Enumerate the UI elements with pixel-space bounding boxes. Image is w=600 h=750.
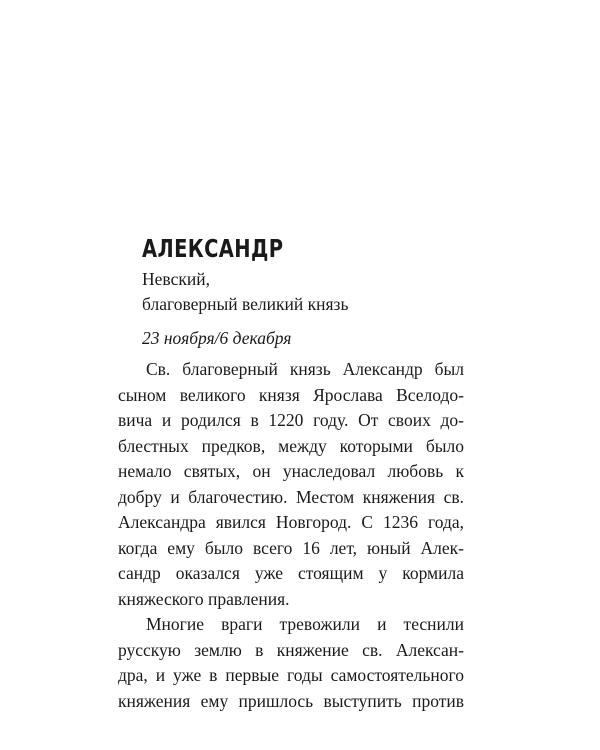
saint-name-title: АЛЕКСАНДР [142, 234, 284, 263]
text-line: Многие враги тревожили и теснили [146, 614, 464, 634]
text-line: добру и благочестию. Местом княжения св. [118, 486, 464, 507]
feast-date: 23 ноября/6 декабря [142, 328, 292, 348]
text-line: блестных предков, между которыми было [118, 435, 464, 456]
text-line: Александра явился Новгород. С 1236 года, [118, 512, 464, 532]
saint-title-line-1: Невский, [142, 269, 210, 289]
text-line: княжения ему пришлось выступить против [118, 690, 464, 711]
saint-title-line-2: благоверный великий князь [142, 294, 349, 314]
text-line: немало святых, он унаследовал любовь к [118, 461, 464, 481]
text-line: дра, и уже в первые годы самостоятельного [118, 665, 464, 685]
entry-heading [142, 232, 464, 351]
text-line: вича и родился в 1220 году. От своих до- [118, 410, 464, 430]
body-text [118, 357, 464, 714]
text-line: когда ему было всего 16 лет, юный Алек- [118, 537, 464, 558]
text-line: русскую землю в княжение св. Алексан- [118, 639, 464, 660]
text-line: Св. благоверный князь Александр был [146, 359, 464, 379]
text-line: сыном великого князя Ярослава Вселодо- [118, 384, 464, 405]
text-line: княжеского правления. [118, 588, 290, 609]
text-line: сандр оказался уже стоящим у кормила [118, 563, 464, 583]
book-page [118, 0, 464, 750]
